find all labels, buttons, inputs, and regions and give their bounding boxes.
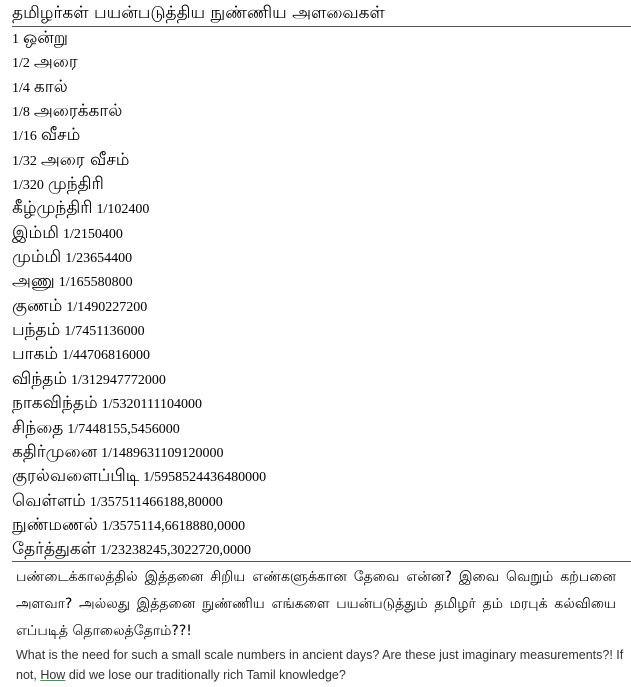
measure-row [12, 440, 612, 464]
measure-fraction: 1/7451136000 [64, 324, 145, 340]
measure-name: ஒன்று [23, 28, 68, 48]
measures-list [12, 26, 612, 562]
measure-fraction: 1/32 [12, 153, 37, 169]
measure-fraction: 1/44706816000 [62, 348, 150, 364]
measure-fraction: 1/320 [12, 178, 44, 194]
measure-name: மும்மி [12, 247, 62, 268]
measure-row [12, 196, 612, 220]
measure-name: சிந்தை [12, 417, 64, 438]
measure-name: கீழ்முந்திரி [12, 198, 93, 219]
measure-name: குரல்வளைப்பிடி [12, 466, 140, 487]
measure-fraction: 1/102400 [96, 202, 150, 218]
measure-name: நுண்மணல் [12, 514, 98, 535]
measure-row [12, 269, 612, 293]
measure-row [12, 123, 612, 147]
measure-fraction: 1/8 [12, 105, 30, 121]
measure-fraction: 1/312947772000 [71, 372, 166, 388]
measure-row [12, 245, 612, 269]
measure-name: அணு [12, 271, 55, 292]
measure-fraction: 1/1489631109120000 [101, 445, 224, 461]
measure-row [12, 391, 612, 415]
measure-fraction: 1/2150400 [62, 226, 123, 242]
measure-row [12, 342, 612, 366]
measure-row [12, 318, 612, 342]
spellcheck-highlight-word: How [40, 668, 66, 682]
measure-name: பாகம் [12, 344, 59, 365]
measure-fraction: 1 [12, 32, 19, 47]
measure-name: அரை வீசம் [40, 149, 130, 170]
measure-row [12, 416, 612, 440]
measure-row [12, 148, 612, 172]
measure-name: கால் [33, 76, 68, 97]
english-question-paragraph [16, 645, 626, 685]
measure-name: குணம் [12, 295, 63, 316]
measure-name: அரை [33, 52, 78, 73]
page-title: தமிழர்கள் பயன்படுத்திய நுண்ணிய அளவைகள் [12, 0, 631, 27]
measure-fraction: 1/23654400 [65, 251, 133, 267]
measure-row [12, 489, 612, 513]
measure-name: அரைக்கால் [33, 101, 123, 122]
measure-row [12, 513, 612, 537]
measure-row [12, 464, 612, 488]
measure-name: நாகவிந்தம் [12, 393, 98, 414]
measure-name: விந்தம் [12, 368, 68, 389]
measure-row [12, 26, 612, 50]
measure-row [12, 99, 612, 123]
measure-fraction: 1/23238245,3022720,0000 [100, 543, 251, 559]
measure-fraction: 1/357511466188,80000 [89, 494, 223, 510]
measure-fraction: 1/165580800 [58, 275, 133, 291]
measure-name: இம்மி [12, 222, 59, 243]
divider [12, 561, 631, 562]
measure-fraction: 1/1490227200 [66, 299, 148, 315]
measure-row [12, 294, 612, 318]
measure-row [12, 221, 612, 245]
measure-fraction: 1/5320111104000 [101, 397, 203, 413]
measure-name: பந்தம் [12, 320, 61, 341]
measure-name: வெள்ளம் [12, 490, 86, 511]
measure-fraction: 1/5958524436480000 [143, 470, 267, 486]
english-text-start: What is the need for such a small scale numbers in ancient days? Are these just imaginary measurements?! If not, [16, 648, 624, 682]
measure-row [12, 75, 612, 99]
measure-name: வீசம் [40, 125, 81, 146]
measure-name: தேர்த்துகள் [12, 539, 97, 560]
measure-row [12, 367, 612, 391]
measure-row [12, 172, 612, 196]
measure-row [12, 537, 612, 561]
measure-name: கதிர்முனை [12, 441, 98, 462]
measure-fraction: 1/3575114,6618880,0000 [101, 518, 246, 534]
measure-fraction: 1/2 [12, 56, 30, 72]
english-text-end: did we lose our traditionally rich Tamil knowledge? [65, 668, 346, 682]
measure-row [12, 50, 612, 74]
measure-fraction: 1/7448155,5456000 [67, 421, 180, 437]
measure-fraction: 1/4 [12, 80, 30, 96]
measure-name: முந்திரி [47, 174, 104, 195]
tamil-question-paragraph: பண்டைக்காலத்தில் இத்தனை சிறிய எண்களுக்கான தேவை என்ன? இவை வெறும் கற்பனை அளவா? அல்லது இத்தனை நுண்ணிய எங்களை பயன்படுத்தும் தமிழர் தம் மரபுக் கல்வியை எப்படித் தொலைத்தோம்??! [16, 569, 616, 639]
measure-fraction: 1/16 [12, 129, 37, 145]
